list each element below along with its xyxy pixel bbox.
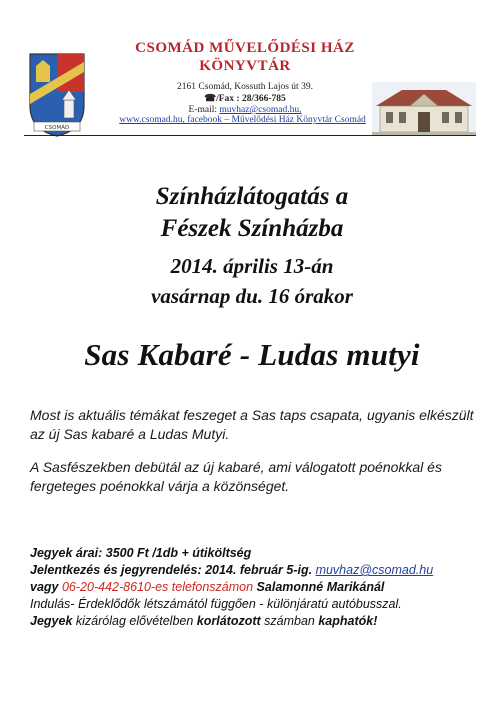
- phone-line: [30, 579, 490, 596]
- org-name-line2: KÖNYVTÁR: [199, 58, 291, 74]
- coat-of-arms-icon: [28, 52, 86, 138]
- tickets-available: kaphatók!: [318, 614, 378, 628]
- signup-prefix: Jelentkezés és jegyrendelés: 2014. február 5-ig.: [30, 563, 316, 577]
- crest-caption: CSOMÁD: [44, 125, 70, 131]
- ticket-prices: Jegyek árai: 3500 Ft /1db + útiköltség: [30, 546, 252, 560]
- description-paragraph-1: Most is aktuális témákat feszeget a Sas taps csapata, ugyanis elkészült az új Sas kabaré a Ludas Mutyi.: [30, 407, 474, 442]
- tickets-limited: korlátozott: [196, 614, 261, 628]
- tickets-text-a: kizárólag elővételben: [72, 614, 197, 628]
- signup-email-link[interactable]: muvhaz@csomad.hu: [315, 563, 434, 577]
- event-title-line2: Fészek Színházba: [160, 215, 344, 242]
- event-title-line1: Színházlátogatás a: [155, 183, 349, 210]
- phone-prefix: vagy: [30, 580, 62, 594]
- description-paragraph-2: A Sasfészekben debütál az új kabaré, ami válogatott poénokkal és fergeteges poénokkal várja a közönséget.: [30, 459, 442, 494]
- header-divider: [24, 135, 476, 136]
- cultural-house-building-icon: [372, 82, 476, 136]
- signup-line: [30, 562, 490, 579]
- show-title: Sas Kabaré - Ludas mutyi: [84, 337, 420, 372]
- org-website-link[interactable]: www.csomad.hu, facebook – Művelődési Ház Könyvtár Csomád: [119, 115, 366, 125]
- tickets-note: [30, 613, 490, 630]
- event-date: 2014. április 13-án: [170, 254, 334, 278]
- org-name-line1: CSOMÁD MŰVELŐDÉSI HÁZ: [135, 40, 355, 56]
- org-email-link[interactable]: muvhaz@csomad.hu,: [219, 105, 302, 115]
- org-phone-fax: ☎/Fax : 28/366-785: [204, 94, 286, 104]
- tickets-word: Jegyek: [30, 614, 73, 628]
- phone-number-text: 06-20-442-8610-es telefonszámon: [61, 580, 254, 594]
- phone-contact: Salamonné Marikánál: [253, 580, 385, 594]
- email-label: E-mail:: [188, 105, 220, 115]
- tickets-text-b: számban: [260, 614, 319, 628]
- bus-note: Indulás- Érdeklődők létszámától függően - különjáratú autóbusszal.: [30, 597, 402, 611]
- event-time: vasárnap du. 16 órakor: [151, 284, 353, 308]
- org-address: 2161 Csomád, Kossuth Lajos út 39.: [177, 82, 313, 92]
